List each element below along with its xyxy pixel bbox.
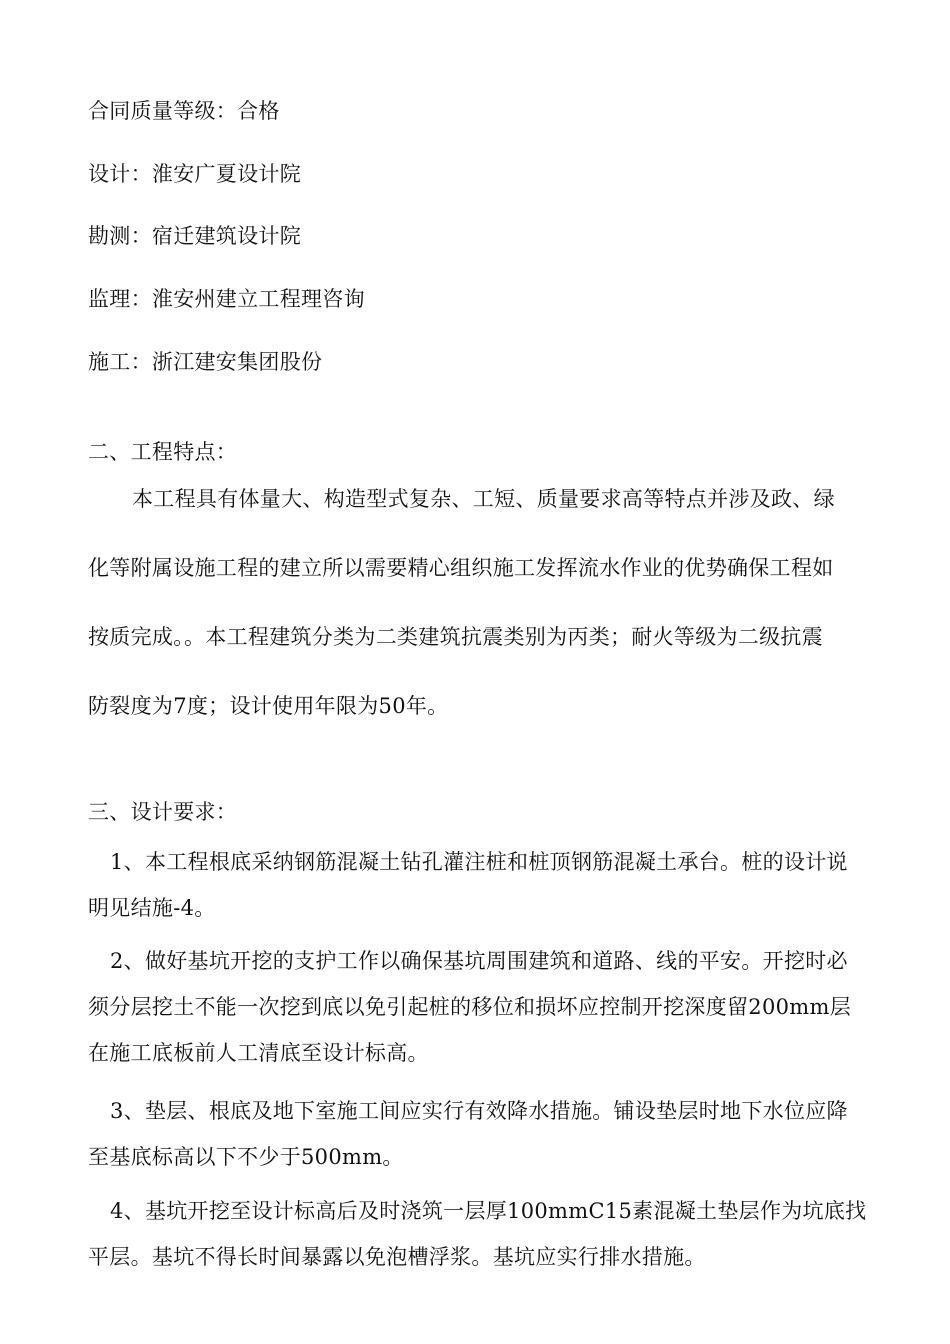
paragraph-line: 化等附属设施工程的建立所以需要精心组织施工发挥流水作业的优势确保工程如: [88, 556, 834, 580]
paragraph-line: 按质完成。。本工程建筑分类为二类建筑抗震类别为丙类；耐火等级为二级抗震: [88, 625, 823, 649]
list-item-line: 明见结施-4。: [88, 896, 216, 920]
list-item-line: 3、垫层、根底及地下室施工间应实行有效降水措施。铺设垫层时地下水位应降: [110, 1099, 848, 1123]
designer-line: 设计：淮安广夏设计院: [88, 162, 301, 186]
section-2-paragraph: [88, 485, 880, 720]
contractor-line: 施工：浙江建安集团股份: [88, 350, 323, 374]
surveyor-line: 勘测：宿迁建筑设计院: [88, 224, 301, 248]
list-item-line: 2、做好基坑开挖的支护工作以确保基坑周围建筑和道路、线的平安。开挖时必: [110, 949, 848, 973]
list-item-line: 1、本工程根底采纳钢筋混凝土钻孔灌注桩和桩顶钢筋混凝土承台。桩的设计说: [110, 850, 848, 874]
requirement-item-2: [88, 947, 880, 1067]
list-item-line: 4、基坑开挖至设计标高后及时浇筑一层厚100mmC15素混凝土垫层作为坑底找: [110, 1199, 867, 1223]
requirement-item-1: [88, 848, 880, 922]
paragraph-line: 本工程具有体量大、构造型式复杂、工短、质量要求高等特点并涉及政、绿: [132, 487, 835, 511]
requirement-item-4: [88, 1197, 880, 1271]
list-item-line: 在施工底板前人工清底至设计标高。: [88, 1041, 429, 1065]
requirement-item-3: [88, 1097, 880, 1171]
section-3-heading: 三、设计要求：: [88, 800, 238, 824]
list-item-line: 须分层挖土不能一次挖到底以免引起桩的移位和损坏应控制开挖深度留200mm层: [88, 995, 852, 1019]
quality-grade-line: 合同质量等级：合格: [88, 99, 280, 123]
list-item-line: 平层。基坑不得长时间暴露以免泡槽浮浆。基坑应实行排水措施。: [88, 1245, 706, 1269]
section-2-heading: 二、工程特点：: [88, 440, 238, 464]
list-item-line: 至基底标高以下不少于500mm。: [88, 1145, 404, 1169]
supervisor-line: 监理：淮安州建立工程理咨询: [88, 287, 365, 311]
paragraph-line: 防裂度为7度；设计使用年限为50年。: [88, 694, 449, 718]
